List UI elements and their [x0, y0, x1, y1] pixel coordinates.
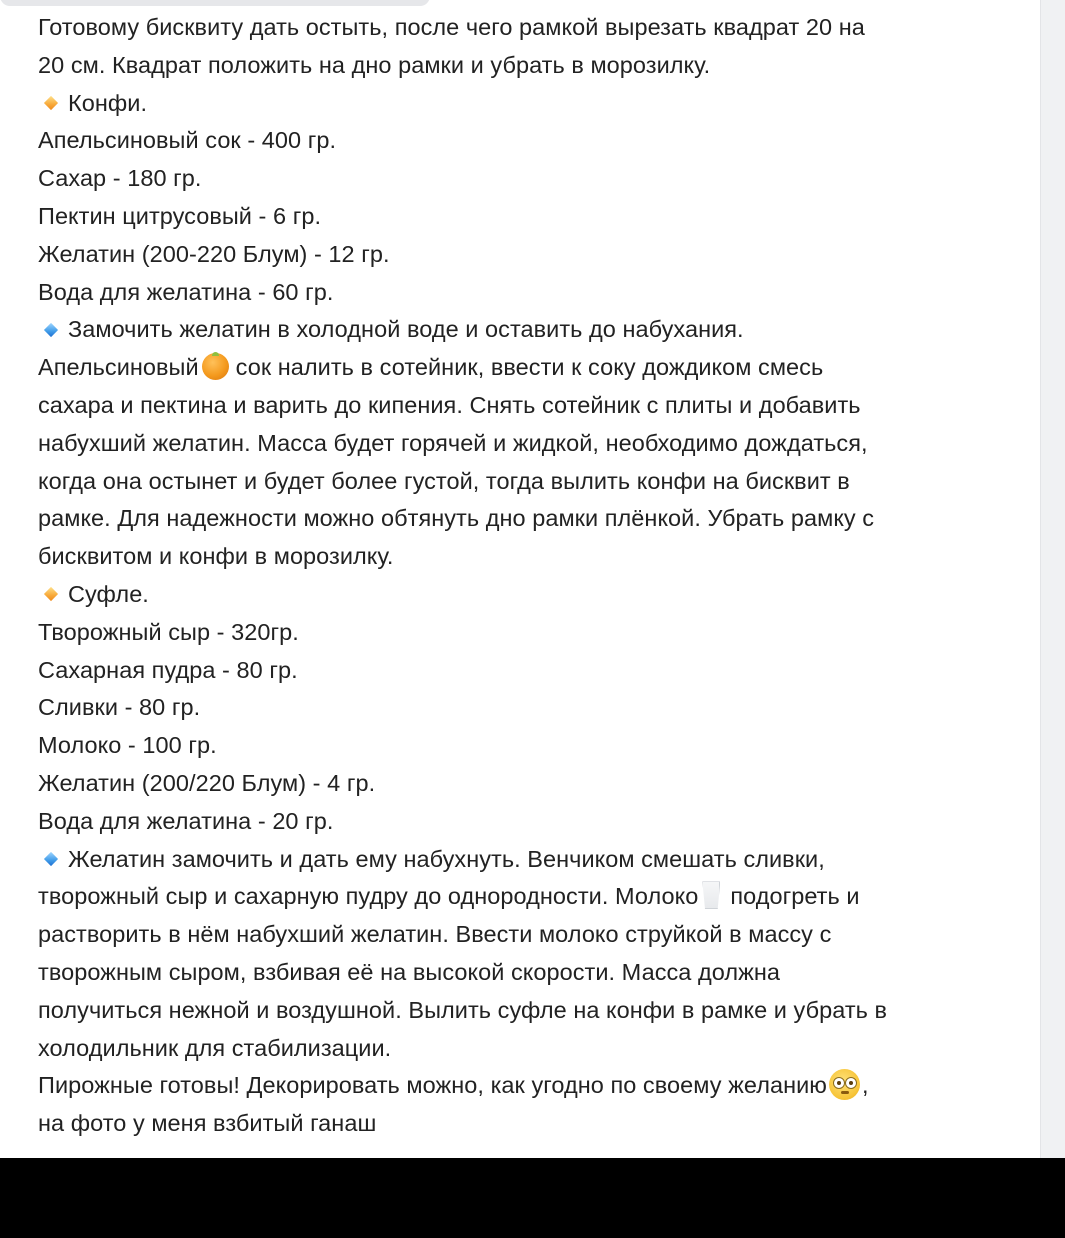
ingredient-line: Сахарная пудра - 80 гр.: [38, 656, 298, 683]
closing-line: на фото у меня взбитый ганаш: [38, 1110, 377, 1137]
small-orange-diamond-icon: [44, 587, 58, 601]
section-heading-souffle: [38, 576, 1023, 614]
instruction-text: подогреть и: [730, 883, 860, 910]
ingredient-line: Апельсиновый сок - 400 гр.: [38, 127, 337, 154]
small-blue-diamond-icon: [44, 323, 58, 337]
instruction-line: [38, 841, 1023, 879]
closing-text: ,: [861, 1072, 869, 1099]
instruction-line: [38, 349, 1023, 387]
ingredient-line: Молоко - 100 гр.: [38, 732, 217, 759]
instruction-text: Замочить желатин в холодной воде и оставить до набухания.: [68, 316, 744, 343]
instruction-line: холодильник для стабилизации.: [38, 1034, 392, 1061]
ingredient-line: Вода для желатина - 20 гр.: [38, 807, 334, 834]
instruction-line: набухший желатин. Масса будет горячей и жидкой, необходимо дождаться,: [38, 429, 868, 456]
ingredient-line: Сахар - 180 гр.: [38, 165, 202, 192]
instruction-line: бисквитом и конфи в морозилку.: [38, 543, 394, 570]
instruction-line: получиться нежной и воздушной. Вылить суфле на конфи в рамке и убрать в: [38, 996, 888, 1023]
instruction-text: Апельсиновый: [38, 354, 199, 381]
small-blue-diamond-icon: [44, 852, 58, 866]
ingredient-line: Желатин (200-220 Блум) - 12 гр.: [38, 240, 390, 267]
small-orange-diamond-icon: [44, 96, 58, 110]
section-heading-label: Суфле.: [68, 580, 149, 607]
instruction-text: Желатин замочить и дать ему набухнуть. Венчиком смешать сливки,: [68, 845, 825, 872]
closing-text: Пирожные готовы! Декорировать можно, как угодно по своему желанию: [38, 1072, 827, 1099]
section-heading-confit: [38, 85, 1023, 123]
instruction-line: творожным сыром, взбивая её на высокой скорости. Масса должна: [38, 958, 781, 985]
instruction-line: растворить в нём набухший желатин. Ввести молоко струйкой в массу с: [38, 921, 832, 948]
flushed-face-emoji-icon: [829, 1069, 860, 1100]
text-line: 20 см. Квадрат положить на дно рамки и убрать в морозилку.: [38, 51, 711, 78]
ingredient-line: Пектин цитрусовый - 6 гр.: [38, 202, 322, 229]
text-line: Готовому бисквиту дать остыть, после чего рамкой вырезать квадрат 20 на: [38, 14, 865, 40]
instruction-line: [38, 878, 1023, 916]
post-text: [38, 9, 1023, 1143]
closing-line: [38, 1067, 1023, 1105]
section-heading-label: Конфи.: [68, 89, 148, 116]
ingredient-line: Сливки - 80 гр.: [38, 694, 201, 721]
instruction-line: сахара и пектина и варить до кипения. Снять сотейник с плиты и добавить: [38, 391, 861, 418]
top-pill-tab: [0, 0, 430, 6]
ingredient-line: Творожный сыр - 320гр.: [38, 618, 299, 645]
instruction-line: рамке. Для надежности можно обтянуть дно рамки плёнкой. Убрать рамку с: [38, 505, 875, 532]
glass-of-milk-emoji-icon: [702, 881, 720, 909]
instruction-text: сок налить в сотейник, ввести к соку дождиком смесь: [235, 354, 824, 381]
instruction-line: [38, 311, 1023, 349]
instruction-text: творожный сыр и сахарную пудру до однородности. Молоко: [38, 883, 699, 910]
instruction-line: когда она остынет и будет более густой, тогда вылить конфи на бисквит в: [38, 467, 850, 494]
tangerine-emoji-icon: [202, 353, 229, 380]
ingredient-line: Желатин (200/220 Блум) - 4 гр.: [38, 769, 376, 796]
bottom-black-bar: [0, 1158, 1065, 1238]
ingredient-line: Вода для желатина - 60 гр.: [38, 278, 334, 305]
